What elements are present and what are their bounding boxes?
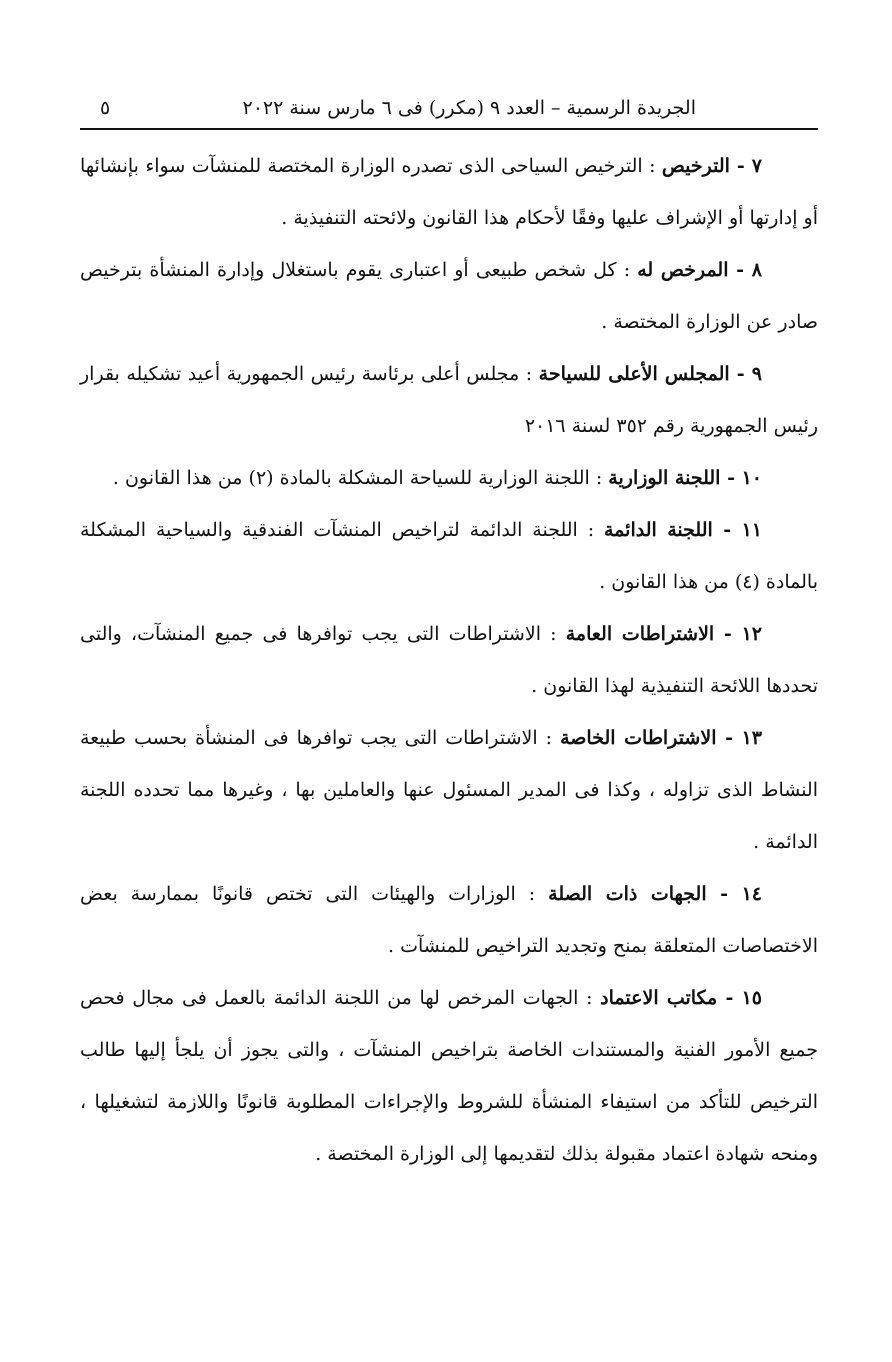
gazette-page (80, 88, 818, 1180)
definition-number: ١٥ - (717, 987, 762, 1009)
gazette-header-title: الجريدة الرسمية – العدد ٩ (مكرر) فى ٦ مارس سنة ٢٠٢٢ (242, 97, 696, 119)
definition-item (80, 140, 818, 244)
definition-item (80, 712, 818, 868)
page-number: ٥ (100, 97, 111, 119)
definition-term: الترخيص (661, 155, 730, 177)
definition-term: اللجنة الوزارية (608, 467, 721, 489)
definition-number: ١٢ - (714, 623, 762, 645)
definition-item (80, 608, 818, 712)
definition-number: ٧ - (729, 155, 762, 177)
definition-item (80, 244, 818, 348)
definition-text: : الجهات المرخص لها من اللجنة الدائمة بالعمل فى مجال فحص جميع الأمور الفنية والمستندات الخاصة بتراخيص المنشآت ، والتى يجوز أن يلجأ إليها طالب الترخيص للتأكد من استيفاء المنشأة للشروط والإجراءات المطلوبة قانونًا واللازمة لتشغيلها ، ومنحه شهادة اعتماد مقبولة بذلك لتقديمها إلى الوزارة المختصة . (80, 987, 818, 1165)
definition-text: : الترخيص السياحى الذى تصدره الوزارة المختصة للمنشآت سواء بإنشائها أو إدارتها أو الإشراف عليها وفقًا لأحكام هذا القانون ولائحته التنفيذية . (80, 155, 818, 229)
definition-number: ١٤ - (706, 883, 762, 905)
definition-number: ٩ - (729, 363, 762, 385)
definition-text: : كل شخص طبيعى أو اعتبارى يقوم باستغلال وإدارة المنشأة بترخيص صادر عن الوزارة المختصة . (80, 259, 818, 333)
definition-item (80, 972, 818, 1180)
definition-text: : الوزارات والهيئات التى تختص قانونًا بممارسة بعض الاختصاصات المتعلقة بمنح وتجديد التراخيص للمنشآت . (80, 883, 818, 957)
page-header (80, 88, 818, 130)
definition-text: : الاشتراطات التى يجب توافرها فى المنشأة بحسب طبيعة النشاط الذى تزاوله ، وكذا فى المدير المسئول عنها والعاملين بها ، وغيرها مما تحدده اللجنة الدائمة . (80, 727, 818, 853)
definition-item (80, 348, 818, 452)
definition-term: الاشتراطات الخاصة (560, 727, 717, 749)
definition-text: : اللجنة الوزارية للسياحة المشكلة بالمادة (٢) من هذا القانون . (112, 467, 609, 489)
definition-term: اللجنة الدائمة (603, 519, 713, 541)
definition-term: المجلس الأعلى للسياحة (538, 363, 730, 385)
definition-term: مكاتب الاعتماد (600, 987, 718, 1009)
definition-number: ١١ - (712, 519, 762, 541)
definition-text: : مجلس أعلى برئاسة رئيس الجمهورية أعيد تشكيله بقرار رئيس الجمهورية رقم ٣٥٢ لسنة ٢٠١٦ (80, 363, 818, 437)
definition-term: المرخص له (637, 259, 729, 281)
definition-number: ٨ - (728, 259, 762, 281)
definition-item (80, 504, 818, 608)
definition-item (80, 452, 818, 504)
definition-item (80, 868, 818, 972)
definition-number: ١٣ - (716, 727, 762, 749)
definition-term: الجهات ذات الصلة (548, 883, 707, 905)
definition-text: : اللجنة الدائمة لتراخيص المنشآت الفندقية والسياحية المشكلة بالمادة (٤) من هذا القانون . (80, 519, 818, 593)
definition-term: الاشتراطات العامة (565, 623, 715, 645)
definitions-list (80, 140, 818, 1180)
definition-text: : الاشتراطات التى يجب توافرها فى جميع المنشآت، والتى تحددها اللائحة التنفيذية لهذا القانون . (80, 623, 818, 697)
definition-number: ١٠ - (720, 467, 762, 489)
